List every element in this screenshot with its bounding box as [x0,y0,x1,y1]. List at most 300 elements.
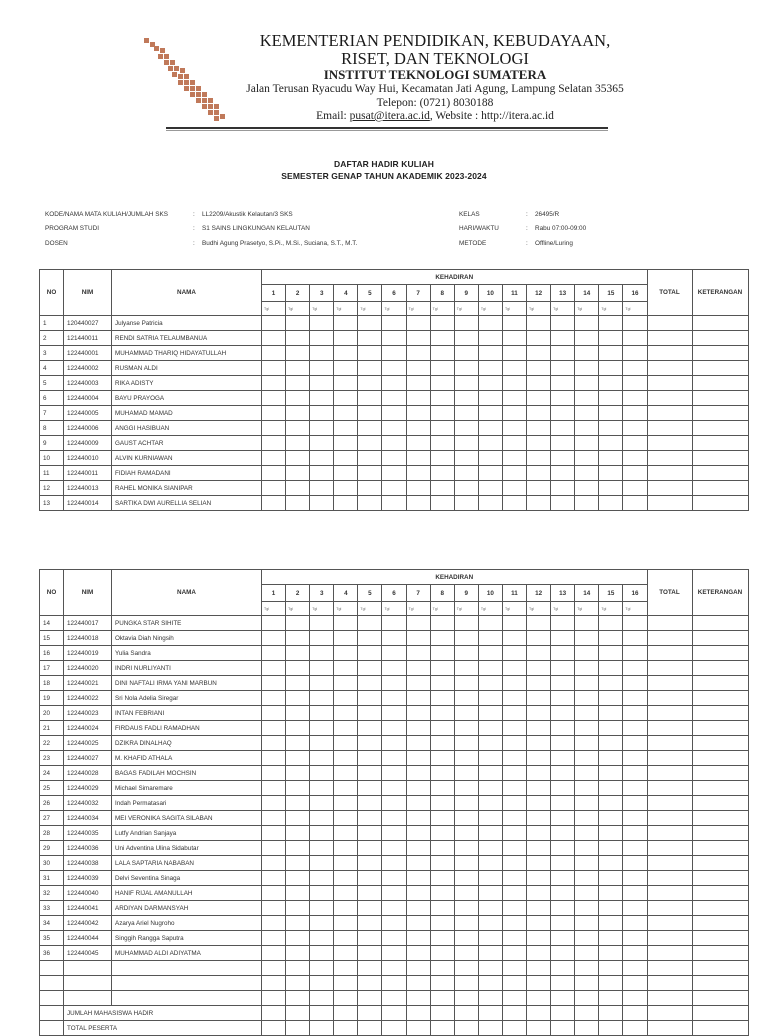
attendance-cell[interactable] [406,661,430,676]
attendance-cell[interactable] [382,916,406,931]
attendance-cell[interactable] [454,886,478,901]
attendance-cell[interactable] [286,826,310,841]
attendance-cell[interactable] [286,691,310,706]
attendance-cell[interactable] [406,736,430,751]
attendance-cell[interactable] [575,796,599,811]
attendance-cell[interactable] [527,391,551,406]
attendance-cell[interactable] [478,856,502,871]
attendance-cell[interactable] [599,931,623,946]
attendance-cell[interactable] [358,706,382,721]
attendance-cell[interactable] [623,661,647,676]
attendance-cell[interactable] [575,916,599,931]
attendance-cell[interactable] [286,481,310,496]
attendance-cell[interactable] [575,961,599,976]
attendance-cell[interactable] [575,826,599,841]
attendance-cell[interactable] [382,976,406,991]
attendance-cell[interactable] [454,376,478,391]
attendance-cell[interactable] [358,481,382,496]
attendance-cell[interactable] [334,991,358,1006]
attendance-cell[interactable] [382,991,406,1006]
attendance-cell[interactable] [358,916,382,931]
attendance-cell[interactable] [527,421,551,436]
attendance-cell[interactable] [262,316,286,331]
attendance-cell[interactable] [358,616,382,631]
attendance-cell[interactable] [430,931,454,946]
attendance-cell[interactable] [478,946,502,961]
attendance-cell[interactable] [334,961,358,976]
attendance-cell[interactable] [527,721,551,736]
attendance-cell[interactable] [382,706,406,721]
keterangan-cell[interactable] [692,691,748,706]
attendance-cell[interactable] [454,331,478,346]
attendance-cell[interactable] [599,751,623,766]
attendance-cell[interactable] [454,406,478,421]
attendance-cell[interactable] [430,391,454,406]
attendance-cell[interactable] [599,976,623,991]
attendance-cell[interactable] [334,691,358,706]
attendance-cell[interactable] [527,931,551,946]
attendance-cell[interactable] [262,676,286,691]
attendance-cell[interactable] [310,436,334,451]
attendance-cell[interactable] [382,811,406,826]
attendance-cell[interactable] [382,496,406,511]
attendance-cell[interactable] [358,436,382,451]
attendance-cell[interactable] [382,436,406,451]
attendance-cell[interactable] [430,676,454,691]
attendance-cell[interactable] [310,901,334,916]
attendance-cell[interactable] [454,751,478,766]
attendance-cell[interactable] [478,796,502,811]
attendance-cell[interactable] [599,766,623,781]
attendance-cell[interactable] [382,766,406,781]
attendance-cell[interactable] [286,316,310,331]
attendance-cell[interactable] [286,361,310,376]
attendance-cell[interactable] [551,886,575,901]
attendance-cell[interactable] [334,436,358,451]
attendance-cell[interactable] [262,706,286,721]
keterangan-cell[interactable] [692,841,748,856]
attendance-cell[interactable] [502,631,526,646]
attendance-cell[interactable] [551,961,575,976]
attendance-cell[interactable] [430,826,454,841]
attendance-cell[interactable] [454,631,478,646]
keterangan-cell[interactable] [692,496,748,511]
attendance-cell[interactable] [599,691,623,706]
attendance-cell[interactable] [358,781,382,796]
attendance-cell[interactable] [382,796,406,811]
attendance-cell[interactable] [262,976,286,991]
attendance-cell[interactable] [382,421,406,436]
attendance-cell[interactable] [286,466,310,481]
attendance-cell[interactable] [262,481,286,496]
attendance-cell[interactable] [502,661,526,676]
attendance-cell[interactable] [382,871,406,886]
attendance-cell[interactable] [430,646,454,661]
attendance-cell[interactable] [358,946,382,961]
attendance-cell[interactable] [599,346,623,361]
attendance-cell[interactable] [575,346,599,361]
attendance-cell[interactable] [262,901,286,916]
keterangan-cell[interactable] [692,871,748,886]
attendance-cell[interactable] [286,946,310,961]
attendance-cell[interactable] [527,451,551,466]
attendance-cell[interactable] [262,631,286,646]
attendance-cell[interactable] [623,481,647,496]
attendance-cell[interactable] [623,886,647,901]
attendance-cell[interactable] [478,646,502,661]
attendance-cell[interactable] [527,811,551,826]
attendance-cell[interactable] [334,721,358,736]
attendance-cell[interactable] [262,796,286,811]
attendance-cell[interactable] [623,961,647,976]
attendance-cell[interactable] [623,721,647,736]
attendance-cell[interactable] [551,706,575,721]
attendance-cell[interactable] [454,841,478,856]
attendance-cell[interactable] [286,901,310,916]
attendance-cell[interactable] [286,856,310,871]
attendance-cell[interactable] [623,841,647,856]
attendance-cell[interactable] [551,676,575,691]
attendance-cell[interactable] [334,766,358,781]
attendance-cell[interactable] [623,931,647,946]
attendance-cell[interactable] [599,331,623,346]
attendance-cell[interactable] [310,331,334,346]
attendance-cell[interactable] [478,766,502,781]
attendance-cell[interactable] [334,751,358,766]
attendance-cell[interactable] [575,901,599,916]
attendance-cell[interactable] [382,841,406,856]
attendance-cell[interactable] [527,826,551,841]
attendance-cell[interactable] [358,826,382,841]
attendance-cell[interactable] [575,811,599,826]
attendance-cell[interactable] [478,346,502,361]
attendance-cell[interactable] [382,391,406,406]
attendance-cell[interactable] [430,361,454,376]
attendance-cell[interactable] [406,316,430,331]
attendance-cell[interactable] [382,616,406,631]
attendance-cell[interactable] [430,481,454,496]
attendance-cell[interactable] [551,856,575,871]
attendance-cell[interactable] [599,616,623,631]
attendance-cell[interactable] [599,466,623,481]
attendance-cell[interactable] [334,706,358,721]
attendance-cell[interactable] [527,331,551,346]
attendance-cell[interactable] [286,841,310,856]
attendance-cell[interactable] [599,871,623,886]
attendance-cell[interactable] [623,316,647,331]
attendance-cell[interactable] [575,781,599,796]
attendance-cell[interactable] [358,646,382,661]
attendance-cell[interactable] [310,316,334,331]
attendance-cell[interactable] [575,421,599,436]
keterangan-cell[interactable] [692,616,748,631]
attendance-cell[interactable] [575,646,599,661]
attendance-cell[interactable] [551,751,575,766]
attendance-cell[interactable] [599,826,623,841]
attendance-cell[interactable] [430,976,454,991]
attendance-cell[interactable] [382,691,406,706]
attendance-cell[interactable] [551,796,575,811]
attendance-cell[interactable] [551,346,575,361]
attendance-cell[interactable] [382,331,406,346]
attendance-cell[interactable] [334,496,358,511]
attendance-cell[interactable] [286,331,310,346]
attendance-cell[interactable] [599,391,623,406]
attendance-cell[interactable] [478,781,502,796]
attendance-cell[interactable] [310,451,334,466]
attendance-cell[interactable] [502,391,526,406]
attendance-cell[interactable] [502,871,526,886]
attendance-cell[interactable] [478,961,502,976]
attendance-cell[interactable] [262,496,286,511]
attendance-cell[interactable] [599,721,623,736]
attendance-cell[interactable] [334,676,358,691]
attendance-cell[interactable] [478,436,502,451]
attendance-cell[interactable] [527,316,551,331]
attendance-cell[interactable] [599,316,623,331]
attendance-cell[interactable] [527,676,551,691]
attendance-cell[interactable] [310,811,334,826]
attendance-cell[interactable] [310,721,334,736]
attendance-cell[interactable] [358,961,382,976]
attendance-cell[interactable] [406,931,430,946]
attendance-cell[interactable] [358,736,382,751]
attendance-cell[interactable] [454,706,478,721]
attendance-cell[interactable] [454,931,478,946]
attendance-cell[interactable] [358,676,382,691]
keterangan-cell[interactable] [692,931,748,946]
attendance-cell[interactable] [334,391,358,406]
attendance-cell[interactable] [406,451,430,466]
attendance-cell[interactable] [286,676,310,691]
attendance-cell[interactable] [382,451,406,466]
attendance-cell[interactable] [334,856,358,871]
attendance-cell[interactable] [502,346,526,361]
attendance-cell[interactable] [575,406,599,421]
attendance-cell[interactable] [262,346,286,361]
attendance-cell[interactable] [599,481,623,496]
attendance-cell[interactable] [358,766,382,781]
attendance-cell[interactable] [262,691,286,706]
attendance-cell[interactable] [623,496,647,511]
keterangan-cell[interactable] [692,991,748,1006]
attendance-cell[interactable] [527,631,551,646]
attendance-cell[interactable] [478,676,502,691]
attendance-cell[interactable] [551,781,575,796]
attendance-cell[interactable] [527,691,551,706]
attendance-cell[interactable] [527,406,551,421]
keterangan-cell[interactable] [692,361,748,376]
attendance-cell[interactable] [382,736,406,751]
attendance-cell[interactable] [406,721,430,736]
attendance-cell[interactable] [406,856,430,871]
attendance-cell[interactable] [430,856,454,871]
attendance-cell[interactable] [551,871,575,886]
attendance-cell[interactable] [334,886,358,901]
attendance-cell[interactable] [551,691,575,706]
attendance-cell[interactable] [406,466,430,481]
attendance-cell[interactable] [262,646,286,661]
attendance-cell[interactable] [527,361,551,376]
keterangan-cell[interactable] [692,811,748,826]
attendance-cell[interactable] [454,871,478,886]
attendance-cell[interactable] [599,991,623,1006]
attendance-cell[interactable] [599,676,623,691]
attendance-cell[interactable] [334,946,358,961]
attendance-cell[interactable] [286,406,310,421]
attendance-cell[interactable] [454,316,478,331]
attendance-cell[interactable] [262,751,286,766]
attendance-cell[interactable] [310,961,334,976]
attendance-cell[interactable] [623,856,647,871]
attendance-cell[interactable] [430,886,454,901]
attendance-cell[interactable] [406,436,430,451]
attendance-cell[interactable] [551,841,575,856]
attendance-cell[interactable] [382,676,406,691]
attendance-cell[interactable] [575,436,599,451]
attendance-cell[interactable] [502,481,526,496]
attendance-cell[interactable] [310,976,334,991]
attendance-cell[interactable] [310,676,334,691]
attendance-cell[interactable] [527,496,551,511]
attendance-cell[interactable] [527,871,551,886]
attendance-cell[interactable] [286,496,310,511]
attendance-cell[interactable] [599,811,623,826]
attendance-cell[interactable] [430,331,454,346]
attendance-cell[interactable] [286,796,310,811]
attendance-cell[interactable] [527,781,551,796]
attendance-cell[interactable] [358,751,382,766]
attendance-cell[interactable] [382,931,406,946]
attendance-cell[interactable] [454,976,478,991]
attendance-cell[interactable] [358,991,382,1006]
attendance-cell[interactable] [454,781,478,796]
attendance-cell[interactable] [430,841,454,856]
attendance-cell[interactable] [502,736,526,751]
attendance-cell[interactable] [358,391,382,406]
attendance-cell[interactable] [478,331,502,346]
attendance-cell[interactable] [406,901,430,916]
attendance-cell[interactable] [527,766,551,781]
attendance-cell[interactable] [286,721,310,736]
attendance-cell[interactable] [551,811,575,826]
attendance-cell[interactable] [623,976,647,991]
attendance-cell[interactable] [406,826,430,841]
attendance-cell[interactable] [454,616,478,631]
attendance-cell[interactable] [502,856,526,871]
attendance-cell[interactable] [358,841,382,856]
attendance-cell[interactable] [623,706,647,721]
attendance-cell[interactable] [406,376,430,391]
attendance-cell[interactable] [502,466,526,481]
attendance-cell[interactable] [382,886,406,901]
attendance-cell[interactable] [599,916,623,931]
attendance-cell[interactable] [262,466,286,481]
attendance-cell[interactable] [334,346,358,361]
attendance-cell[interactable] [454,361,478,376]
attendance-cell[interactable] [599,841,623,856]
attendance-cell[interactable] [454,736,478,751]
attendance-cell[interactable] [454,466,478,481]
attendance-cell[interactable] [262,856,286,871]
attendance-cell[interactable] [502,751,526,766]
attendance-cell[interactable] [430,436,454,451]
attendance-cell[interactable] [334,901,358,916]
attendance-cell[interactable] [527,856,551,871]
attendance-cell[interactable] [599,646,623,661]
attendance-cell[interactable] [406,631,430,646]
attendance-cell[interactable] [575,946,599,961]
keterangan-cell[interactable] [692,826,748,841]
attendance-cell[interactable] [551,391,575,406]
attendance-cell[interactable] [286,376,310,391]
attendance-cell[interactable] [406,616,430,631]
attendance-cell[interactable] [454,436,478,451]
attendance-cell[interactable] [502,826,526,841]
attendance-cell[interactable] [358,451,382,466]
attendance-cell[interactable] [502,436,526,451]
attendance-cell[interactable] [478,376,502,391]
attendance-cell[interactable] [454,691,478,706]
attendance-cell[interactable] [430,661,454,676]
attendance-cell[interactable] [623,916,647,931]
attendance-cell[interactable] [430,961,454,976]
attendance-cell[interactable] [599,961,623,976]
attendance-cell[interactable] [262,436,286,451]
attendance-cell[interactable] [286,961,310,976]
attendance-cell[interactable] [406,811,430,826]
attendance-cell[interactable] [623,751,647,766]
attendance-cell[interactable] [454,766,478,781]
attendance-cell[interactable] [478,616,502,631]
attendance-cell[interactable] [334,361,358,376]
attendance-cell[interactable] [286,661,310,676]
attendance-cell[interactable] [262,661,286,676]
attendance-cell[interactable] [599,706,623,721]
keterangan-cell[interactable] [692,661,748,676]
attendance-cell[interactable] [262,736,286,751]
attendance-cell[interactable] [551,766,575,781]
attendance-cell[interactable] [310,946,334,961]
keterangan-cell[interactable] [692,781,748,796]
attendance-cell[interactable] [310,466,334,481]
attendance-cell[interactable] [262,391,286,406]
attendance-cell[interactable] [527,901,551,916]
attendance-cell[interactable] [575,691,599,706]
attendance-cell[interactable] [334,451,358,466]
attendance-cell[interactable] [310,886,334,901]
attendance-cell[interactable] [286,931,310,946]
attendance-cell[interactable] [382,946,406,961]
attendance-cell[interactable] [334,931,358,946]
attendance-cell[interactable] [575,361,599,376]
attendance-cell[interactable] [599,631,623,646]
attendance-cell[interactable] [551,616,575,631]
keterangan-cell[interactable] [692,466,748,481]
attendance-cell[interactable] [382,901,406,916]
attendance-cell[interactable] [310,841,334,856]
attendance-cell[interactable] [623,451,647,466]
attendance-cell[interactable] [358,796,382,811]
attendance-cell[interactable] [623,436,647,451]
attendance-cell[interactable] [358,466,382,481]
attendance-cell[interactable] [454,961,478,976]
attendance-cell[interactable] [575,451,599,466]
attendance-cell[interactable] [262,766,286,781]
attendance-cell[interactable] [551,901,575,916]
attendance-cell[interactable] [286,436,310,451]
attendance-cell[interactable] [358,346,382,361]
